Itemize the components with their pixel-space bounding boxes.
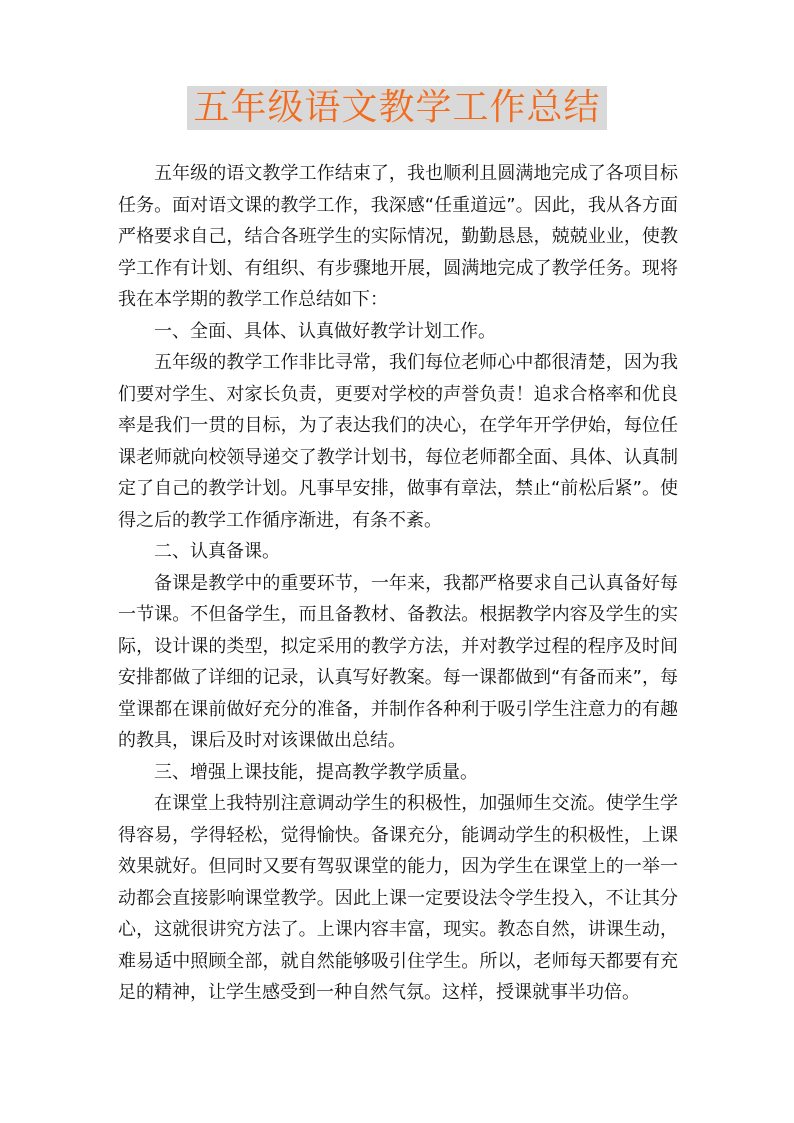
- paragraph-section-3: 在课堂上我特别注意调动学生的积极性，加强师生交流。使学生学得容易，学得轻松，觉得愉快。备课充分，能调动学生的积极性，上课效果就好。但同时又要有驾驭课堂的能力，因为学生在课堂上的一举一动都会直接影响课堂教学。因此上课一定要设法令学生投入，不让其分心，这就很讲究方法了。上课内容丰富，现实。教态自然，讲课生动，难易适中照顾全部，就自然能够吸引住学生。所以，老师每天都要有充足的精神，让学生感受到一种自然气氛。这样，授课就事半功倍。: [118, 793, 678, 1003]
- title-container: [0, 86, 794, 130]
- document-body: [118, 158, 678, 1009]
- paragraph-section-2: 备课是教学中的重要环节，一年来，我都严格要求自己认真备好每一节课。不但备学生，而且备教材、备教法。根据教学内容及学生的实际，设计课的类型，拟定采用的教学方法，并对教学过程的程序及时间安排都做了详细的记录，认真写好教案。每一课都做到“有备而来”，每堂课都在课前做好充分的准备，并制作各种利于吸引学生注意力的有趣的教具，课后及时对该课做出总结。: [118, 572, 678, 751]
- paragraph-intro: 五年级的语文教学工作结束了，我也顺利且圆满地完成了各项目标任务。面对语文课的教学工作，我深感“任重道远”。因此，我从各方面严格要求自己，结合各班学生的实际情况，勤勤恳恳，兢兢业业，使教学工作有计划、有组织、有步骤地开展，圆满地完成了教学任务。现将我在本学期的教学工作总结如下：: [118, 163, 678, 310]
- section-heading-2: 二、认真备课。: [154, 541, 280, 562]
- document-title: 五年级语文教学工作总结: [187, 86, 606, 130]
- section-heading-1: 一、全面、具体、认真做好教学计划工作。: [154, 320, 496, 342]
- section-heading-3: 三、增强上课技能，提高教学教学质量。: [154, 761, 478, 783]
- paragraph-section-1: 五年级的教学工作非比寻常，我们每位老师心中都很清楚，因为我们要对学生、对家长负责，更要对学校的声誉负责！追求合格率和优良率是我们一贯的目标，为了表达我们的决心，在学年开学伊始，每位任课老师就向校领导递交了教学计划书，每位老师都全面、具体、认真制定了自己的教学计划。凡事早安排，做事有章法，禁止“前松后紧”。使得之后的教学工作循序渐进，有条不紊。: [118, 352, 678, 531]
